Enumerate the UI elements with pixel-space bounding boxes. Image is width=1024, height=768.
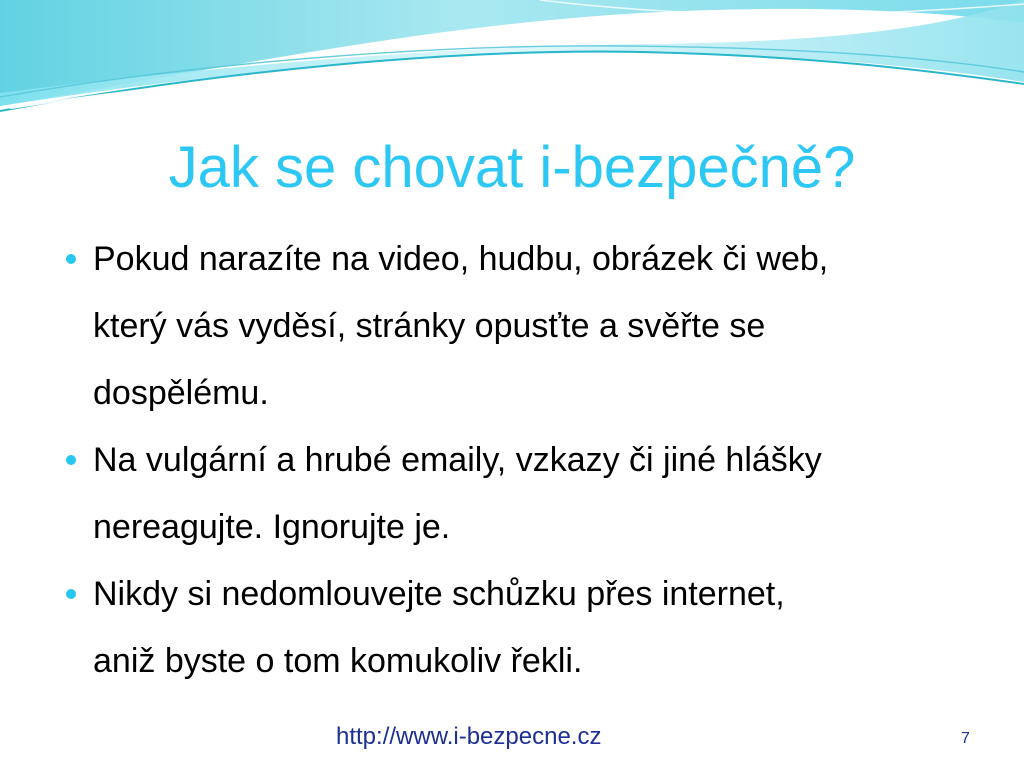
bullet-dot — [66, 455, 76, 465]
slide-title: Jak se chovat i-bezpečně? — [168, 135, 856, 200]
bullet-line: nereagujte. Ignorujte je. — [93, 508, 451, 546]
bullet-dot — [66, 254, 76, 264]
bullet-item — [0, 226, 1024, 427]
bullet-line: aniž byste o tom komukoliv řekli. — [93, 642, 583, 680]
bullet-text — [93, 226, 953, 427]
footer-url[interactable]: http://www.i-bezpecne.cz — [336, 723, 602, 750]
bullet-line: dospělému. — [93, 374, 269, 412]
bullet-line: Na vulgární a hrubé emaily, vzkazy či jiné hlášky — [93, 441, 822, 479]
bullet-text — [93, 427, 953, 561]
bullet-dot — [66, 589, 76, 599]
bullet-list — [0, 226, 1024, 695]
bullet-item — [0, 561, 1024, 695]
bullet-text — [93, 561, 953, 695]
bullet-item — [0, 427, 1024, 561]
bullet-line: Nikdy si nedomlouvejte schůzku přes internet, — [93, 575, 785, 613]
bullet-line: který vás vyděsí, stránky opusťte a svěřte se — [93, 307, 766, 345]
page-number: 7 — [961, 730, 970, 747]
bullet-line: Pokud narazíte na video, hudbu, obrázek či web, — [93, 240, 829, 278]
header-wave-decoration — [0, 0, 1024, 130]
